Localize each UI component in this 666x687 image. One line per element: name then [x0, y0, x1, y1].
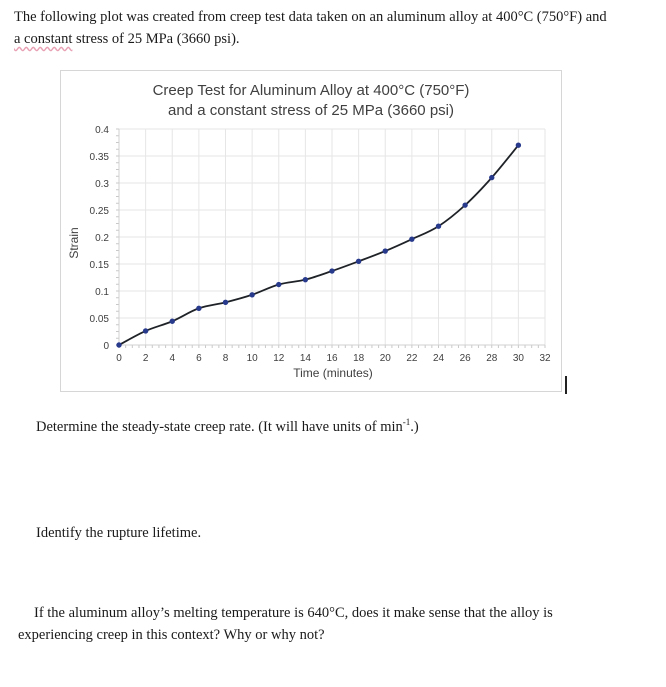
y-tick-label: 0.1	[95, 287, 109, 298]
x-tick-label: 12	[273, 353, 285, 364]
y-tick-label: 0.05	[89, 314, 109, 325]
x-tick-label: 26	[459, 353, 471, 364]
x-tick-label: 0	[116, 353, 122, 364]
series-line	[119, 145, 518, 345]
chart-container	[60, 70, 562, 392]
data-point	[197, 306, 201, 310]
x-tick-label: 22	[406, 353, 418, 364]
x-axis-label: Time (minutes)	[293, 366, 373, 380]
x-tick-label: 10	[246, 353, 258, 364]
data-point	[277, 282, 281, 286]
x-tick-label: 28	[486, 353, 498, 364]
data-point	[410, 237, 414, 241]
y-tick-label: 0.15	[89, 260, 109, 271]
question-1-exponent: -1	[402, 417, 411, 428]
data-point	[330, 269, 334, 273]
grid-lines	[119, 129, 545, 345]
y-axis-label: Strain	[67, 227, 81, 259]
x-tick-label: 32	[539, 353, 551, 364]
data-point	[436, 224, 440, 228]
data-point	[143, 329, 147, 333]
axes	[116, 129, 545, 348]
data-point	[170, 319, 174, 323]
y-tick-label: 0.3	[95, 179, 109, 190]
intro-paragraph	[14, 6, 614, 50]
data-point	[516, 143, 520, 147]
intro-text-2: stress of 25 MPa (3660 psi).	[72, 31, 240, 47]
y-tick-label: 0.25	[89, 206, 109, 217]
y-tick-label: 0.4	[95, 125, 109, 136]
data-series	[117, 143, 521, 347]
data-point	[356, 259, 360, 263]
x-tick-label: 2	[142, 353, 149, 364]
intro-text-1: The following plot was created from creep test data taken on an aluminum alloy at 400°C (750°F) and	[14, 9, 607, 25]
creep-chart	[61, 71, 561, 391]
data-point	[250, 293, 254, 297]
chart-title-line2: and a constant stress of 25 MPa (3660 psi)	[168, 102, 454, 119]
question-melting-temperature: If the aluminum alloy’s melting temperature is 640°C, does it make sense that the alloy is experiencing creep in this context? Why or why not?	[18, 605, 553, 643]
x-tick-label: 30	[512, 353, 524, 364]
question-steady-state	[36, 416, 636, 438]
text-cursor	[565, 376, 567, 394]
question-rupture-lifetime: Identify the rupture lifetime.	[36, 525, 202, 541]
data-point	[463, 203, 467, 207]
x-tick-label: 6	[196, 353, 202, 364]
x-tick-label: 18	[353, 353, 365, 364]
question-1-text: Determine the steady-state creep rate. (It will have units of min	[36, 419, 403, 435]
question-1-end: .)	[410, 419, 419, 435]
data-point	[117, 343, 121, 347]
tick-labels	[90, 125, 551, 364]
data-point	[223, 300, 227, 304]
x-tick-label: 4	[169, 353, 176, 364]
y-tick-label: 0.35	[89, 152, 109, 163]
x-tick-label: 24	[432, 353, 445, 364]
data-point	[490, 175, 494, 179]
x-tick-label: 14	[299, 353, 311, 364]
y-tick-label: 0	[103, 341, 109, 352]
x-tick-label: 8	[222, 353, 229, 364]
spellcheck-highlight: a constant	[14, 31, 73, 47]
data-point	[303, 277, 307, 281]
chart-title-line1: Creep Test for Aluminum Alloy at 400°C (750°F)	[152, 82, 470, 99]
data-point	[383, 249, 387, 253]
y-tick-label: 0.2	[95, 233, 109, 244]
x-tick-label: 20	[379, 353, 391, 364]
x-tick-label: 16	[326, 353, 338, 364]
